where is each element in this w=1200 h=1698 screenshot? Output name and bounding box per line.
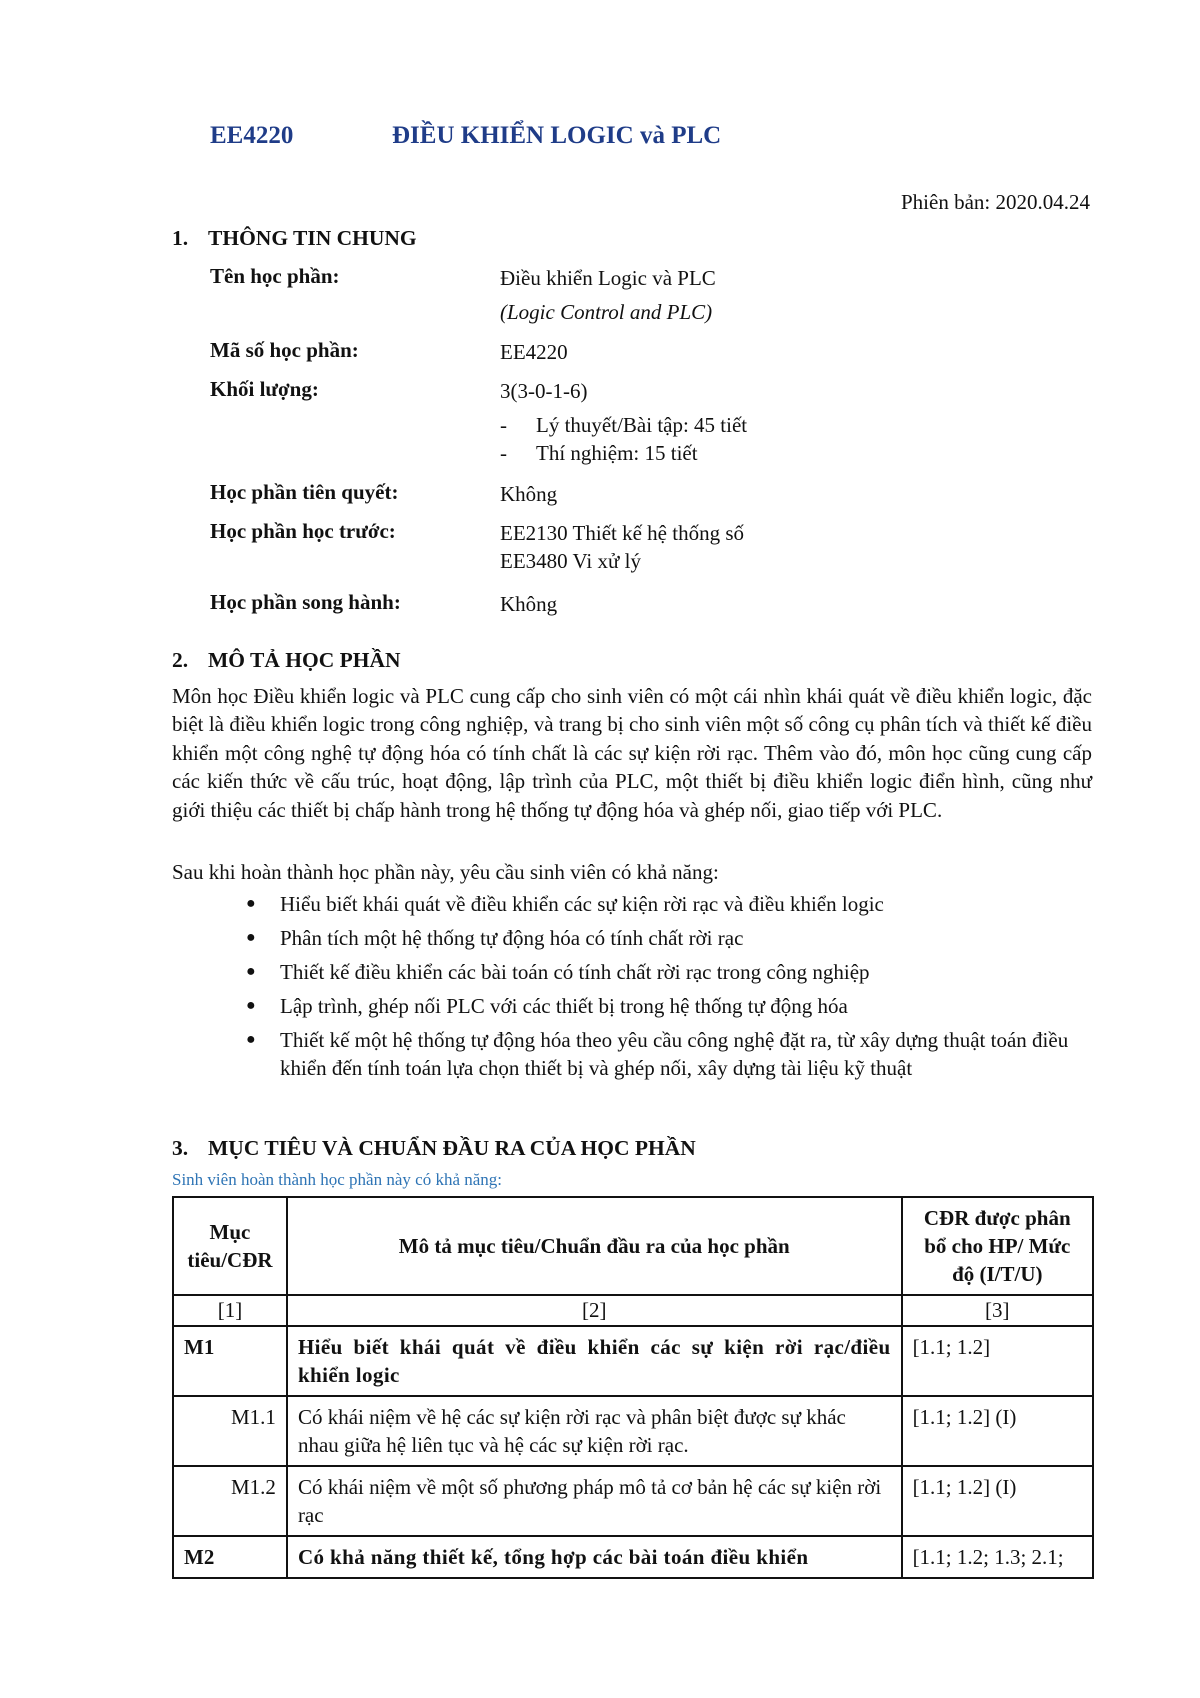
course-code: EE4220 <box>210 122 294 149</box>
section-1-heading <box>172 226 417 251</box>
version-label: Phiên bản: 2020.04.24 <box>901 190 1090 214</box>
goal-id: M1 <box>173 1326 287 1396</box>
goal-id: M2 <box>173 1536 287 1578</box>
goal-description: Hiểu biết khái quát về điều khiển các sự kiện rời rạc/điều khiển logic <box>287 1326 902 1396</box>
list-item: ● Lập trình, ghép nối PLC với các thiết bị trong hệ thống tự động hóa <box>246 994 848 1018</box>
course-name-en: (Logic Control and PLC) <box>500 300 713 324</box>
goal-description: Có khái niệm về một số phương pháp mô tả cơ bản hệ các sự kiện rời rạc <box>287 1466 902 1536</box>
bullet-icon: ● <box>246 997 256 1014</box>
table-index-cell: [3] <box>902 1295 1093 1326</box>
outcomes-table <box>172 1196 1094 1579</box>
document-title <box>210 122 721 150</box>
section-title: THÔNG TIN CHUNG <box>208 226 417 250</box>
table-row <box>173 1326 1093 1396</box>
section-3-heading <box>172 1136 696 1161</box>
credit-breakdown-item: - Lý thuyết/Bài tập: 45 tiết <box>500 413 748 437</box>
course-title: ĐIỀU KHIỂN LOGIC và PLC <box>392 122 722 149</box>
section-2-heading <box>172 648 401 673</box>
info-label: Tên học phần: <box>210 264 340 288</box>
info-value: Không <box>500 592 558 616</box>
table-header-cell: CĐR được phân bổ cho HP/ Mức độ (I/T/U) <box>902 1197 1093 1295</box>
table-header-cell: Mục tiêu/CĐR <box>173 1197 287 1295</box>
bullet-icon: ● <box>246 895 256 912</box>
info-label: Học phần học trước: <box>210 519 396 543</box>
table-index-cell: [1] <box>173 1295 287 1326</box>
goal-description: Có khả năng thiết kế, tổng hợp các bài toán điều khiển <box>287 1536 902 1578</box>
table-row <box>173 1536 1093 1578</box>
course-description: Môn học Điều khiển logic và PLC cung cấp cho sinh viên có một cái nhìn khái quát về điều khiển logic, đặc biệt là điều khiển logic trong công nghiệp, và trang bị cho sinh viên một số công cụ phân tích và thiết kế điều khiển một công nghệ tự động hóa có tính chất là các sự kiện rời rạc. Thêm vào đó, môn học cũng cung cấp các kiến thức về cấu trúc, hoạt động, lập trình của PLC, một thiết bị điều khiển logic điển hình, cũng như giới thiệu các thiết bị chấp hành trong hệ thống tự động hóa và ghép nối, giao tiếp với PLC. <box>172 684 1092 822</box>
goal-cdr: [1.1; 1.2] <box>902 1326 1093 1396</box>
outcomes-intro: Sau khi hoàn thành học phần này, yêu cầu sinh viên có khả năng: <box>172 860 719 884</box>
section-number: 2. <box>172 648 189 672</box>
info-label: Học phần song hành: <box>210 590 401 614</box>
info-value <box>500 264 716 326</box>
table-index-cell: [2] <box>287 1295 902 1326</box>
table-row <box>173 1466 1093 1536</box>
prior-course: EE3480 Vi xử lý <box>500 549 641 573</box>
table-index-row <box>173 1295 1093 1326</box>
table-header-cell: Mô tả mục tiêu/Chuẩn đầu ra của học phần <box>287 1197 902 1295</box>
bullet-icon: ● <box>246 929 256 946</box>
outcomes-list <box>246 890 1092 1088</box>
table-row <box>173 1396 1093 1466</box>
credits-value: 3(3-0-1-6) <box>500 379 588 403</box>
goal-id: M1.2 <box>173 1466 287 1536</box>
info-value: Không <box>500 482 558 506</box>
course-name-vi: Điều khiển Logic và PLC <box>500 266 716 290</box>
goal-cdr: [1.1; 1.2] (I) <box>902 1396 1093 1466</box>
info-value: EE4220 <box>500 340 568 364</box>
table-note: Sinh viên hoàn thành học phần này có khả năng: <box>172 1170 503 1189</box>
list-item: ● Thiết kế điều khiển các bài toán có tính chất rời rạc trong công nghiệp <box>246 960 870 984</box>
section-title: MỤC TIÊU VÀ CHUẨN ĐẦU RA CỦA HỌC PHẦN <box>208 1136 696 1160</box>
goal-id: M1.1 <box>173 1396 287 1466</box>
bullet-icon: ● <box>246 963 256 980</box>
info-label: Mã số học phần: <box>210 338 359 362</box>
goal-cdr: [1.1; 1.2; 1.3; 2.1; <box>902 1536 1093 1578</box>
info-label: Học phần tiên quyết: <box>210 480 399 504</box>
bullet-icon: ● <box>246 1031 256 1048</box>
table-header-row <box>173 1197 1093 1295</box>
info-value <box>500 519 744 575</box>
section-number: 1. <box>172 226 189 250</box>
info-label: Khối lượng: <box>210 377 319 401</box>
info-value <box>500 377 747 467</box>
list-item: ● Hiểu biết khái quát về điều khiển các sự kiện rời rạc và điều khiển logic <box>246 892 884 916</box>
goal-cdr: [1.1; 1.2] (I) <box>902 1466 1093 1536</box>
goal-description: Có khái niệm về hệ các sự kiện rời rạc và phân biệt được sự khác nhau giữa hệ liên tục và hệ các sự kiện rời rạc. <box>287 1396 902 1466</box>
list-item: ● Phân tích một hệ thống tự động hóa có tính chất rời rạc <box>246 926 744 950</box>
section-title: MÔ TẢ HỌC PHẦN <box>208 648 401 672</box>
credit-breakdown-item: - Thí nghiệm: 15 tiết <box>500 441 698 465</box>
list-item: ● Thiết kế một hệ thống tự động hóa theo yêu cầu công nghệ đặt ra, từ xây dựng thuật toán điều khiển đến tính toán lựa chọn thiết bị và ghép nối, xây dựng tài liệu kỹ thuật <box>246 1028 1069 1080</box>
prior-course: EE2130 Thiết kế hệ thống số <box>500 521 744 545</box>
section-number: 3. <box>172 1136 189 1160</box>
